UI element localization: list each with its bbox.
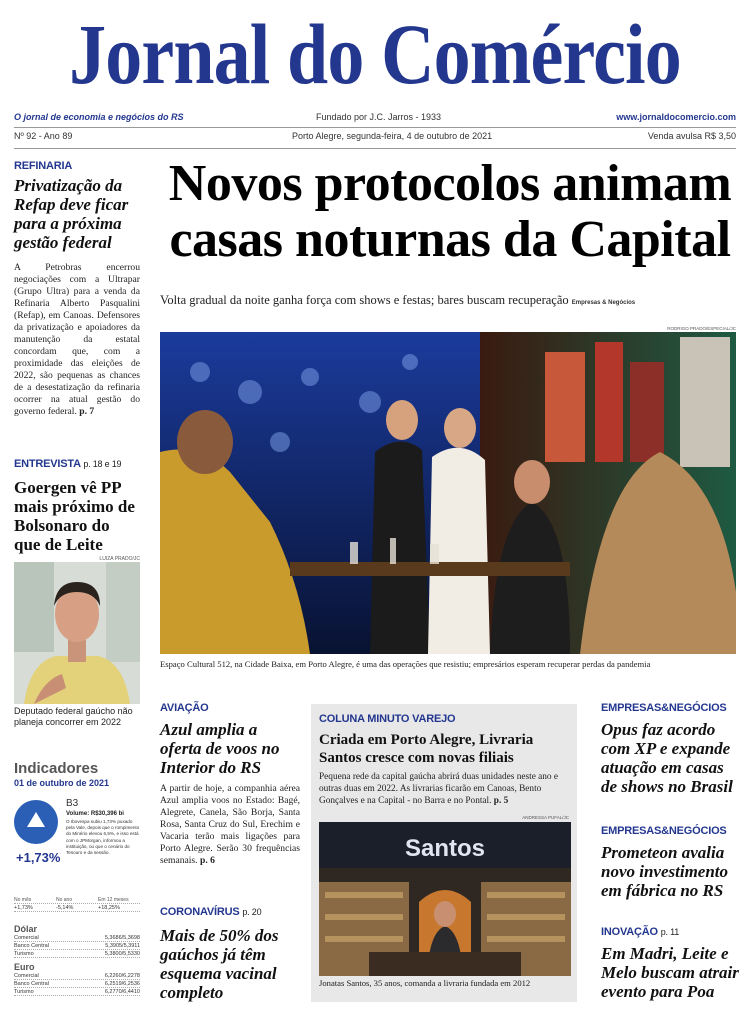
website-link[interactable]: www.jornaldocomercio.com bbox=[616, 112, 736, 122]
aviacao-body bbox=[160, 783, 300, 867]
indicators-date: 01 de outubro de 2021 bbox=[14, 778, 110, 788]
varejo-kicker: COLUNA MINUTO VAREJO bbox=[319, 713, 456, 725]
rate-name: Banco Central bbox=[14, 943, 49, 949]
rate-value: 5,3800/5,5330 bbox=[104, 951, 140, 957]
entrevista-kicker-label: ENTREVISTA bbox=[14, 458, 81, 470]
entrevista-caption: Deputado federal gaúcho não planeja concorrer em 2022 bbox=[14, 706, 133, 727]
b3-up-icon bbox=[14, 800, 58, 844]
table-row bbox=[14, 942, 140, 950]
corona-kicker-label: CORONAVÍRUS bbox=[160, 906, 240, 918]
hero-photo bbox=[160, 332, 736, 654]
corona-kicker bbox=[160, 906, 261, 918]
period-label: No ano bbox=[56, 897, 73, 903]
rate-name: Turismo bbox=[14, 951, 34, 957]
opus-kicker: EMPRESAS&NEGÓCIOS bbox=[601, 702, 727, 714]
table-row bbox=[14, 988, 140, 996]
corona-headline[interactable]: Mais de 50% dos gaúchos já têm esquema vacinal completo bbox=[160, 926, 279, 1002]
photo-credit: ANDRESSA PUFAL/JC bbox=[522, 815, 569, 820]
period-values-row bbox=[14, 904, 140, 912]
aviacao-kicker: AVIAÇÃO bbox=[160, 702, 209, 714]
corona-page[interactable]: p. 20 bbox=[242, 907, 262, 917]
refap-headline[interactable]: Privatização da Refap deve ficar para a próxima gestão federal bbox=[14, 176, 129, 252]
b3-label: B3 bbox=[66, 798, 79, 809]
price: Venda avulsa R$ 3,50 bbox=[647, 131, 736, 141]
euro-block bbox=[14, 962, 140, 996]
entrevista-pages[interactable]: p. 18 e 19 bbox=[83, 459, 122, 469]
euro-label: Euro bbox=[14, 962, 35, 972]
edition-number: Nº 92 - Ano 89 bbox=[14, 131, 73, 141]
rate-value: 6,2519/6,2536 bbox=[104, 981, 140, 987]
refap-page[interactable]: p. 7 bbox=[79, 406, 95, 417]
newspaper-title: Jornal do Comércio bbox=[69, 6, 681, 102]
divider bbox=[14, 148, 736, 149]
store-sign-text: Santos bbox=[404, 835, 486, 862]
main-subhead-text: Volta gradual da noite ganha força com shows e festas; bares buscam recuperação bbox=[160, 293, 569, 307]
rate-value: 6,2260/6,2278 bbox=[104, 973, 140, 979]
divider bbox=[14, 127, 736, 128]
inovacao-kicker-label: INOVAÇÃO bbox=[601, 926, 658, 938]
b3-note: O Ibovespa subiu 1,73% puxado pela Vale, depois que o rompimento do Minério elevou 6,5%, e isso está com o JPMorgan, informou a instituição, ou que o cenário do Tesouro e da sessão. bbox=[66, 819, 140, 856]
table-row bbox=[14, 972, 140, 980]
refap-body bbox=[14, 262, 140, 418]
dateline: Porto Alegre, segunda-feira, 4 de outubro de 2021 bbox=[292, 131, 493, 141]
b3-change: +1,73% bbox=[16, 850, 61, 865]
rate-name: Banco Central bbox=[14, 981, 49, 987]
main-headline[interactable]: Novos protocolos animam casas noturnas da Capital bbox=[168, 155, 732, 268]
dolar-block bbox=[14, 924, 140, 958]
refap-body-text: A Petrobras encerrou negociações com a Ultrapar (Grupo Ultra) para a venda da Refinaria Alberto Pasqualini (Refap), em Canoas. Defensores da privatização e apoiadores da manutenção da estatal concordam que, com a proximidade das eleições de 2022, são pequenas as chances de a desestatização da refinaria ocorrer na atual gestão do governo federal. bbox=[14, 262, 140, 417]
table-row bbox=[14, 950, 140, 958]
entrevista-kicker bbox=[14, 458, 121, 470]
table-row bbox=[14, 934, 140, 942]
masthead bbox=[0, 0, 750, 112]
prometeon-kicker: EMPRESAS&NEGÓCIOS bbox=[601, 825, 727, 837]
inovacao-headline[interactable]: Em Madri, Leite e Melo buscam atrair evento para Poa bbox=[601, 944, 739, 1001]
period-value: -5,14% bbox=[56, 905, 74, 911]
main-section-label[interactable]: Empresas & Negócios bbox=[571, 300, 636, 306]
b3-period-table bbox=[14, 896, 140, 912]
indicators-title: Indicadores bbox=[14, 760, 99, 777]
dolar-label: Dólar bbox=[14, 924, 38, 934]
varejo-headline[interactable]: Criada em Porto Alegre, Livraria Santos cresce com novas filiais bbox=[319, 732, 534, 766]
b3-volume: Volume: R$30,396 bi bbox=[66, 811, 124, 817]
period-value: +18,25% bbox=[98, 905, 120, 911]
rate-value: 5,3686/5,3698 bbox=[104, 935, 140, 941]
prometeon-headline[interactable]: Prometeon avalia novo investimento em fábrica no RS bbox=[601, 843, 729, 900]
aviacao-headline[interactable]: Azul amplia a oferta de voos no Interior do RS bbox=[160, 720, 280, 777]
rate-value: 5,3905/5,3911 bbox=[105, 943, 140, 949]
table-row bbox=[14, 980, 140, 988]
varejo-body bbox=[319, 771, 571, 807]
portrait-photo bbox=[14, 562, 140, 704]
varejo-page[interactable]: p. 5 bbox=[493, 796, 509, 806]
entrevista-headline[interactable]: Goergen vê PP mais próximo de Bolsonaro do que de Leite bbox=[14, 478, 135, 554]
photo-credit: LUIZA PRADO/JC bbox=[99, 556, 140, 562]
hero-caption: Espaço Cultural 512, na Cidade Baixa, em Porto Alegre, é uma das operações que resistiu; empresários esperam recuperar perdas da pandemia bbox=[160, 659, 651, 669]
varejo-body-text: Pequena rede da capital gaúcha abrirá duas unidades neste ano e outras duas em 2022. As livrarias ficarão em Canoas, Bento Gonçalves e na Capital - no Barra e no Pontal. bbox=[319, 772, 559, 806]
tagline: O jornal de economia e negócios do RS bbox=[14, 112, 184, 122]
varejo-caption: Jonatas Santos, 35 anos, comanda a livraria fundada em 2012 bbox=[319, 978, 531, 988]
period-value: +1,73% bbox=[14, 905, 33, 911]
rate-value: 6,2770/6,4410 bbox=[104, 989, 140, 995]
varejo-column-box bbox=[311, 704, 577, 1002]
photo-credit: RODRIGO PRADO/ESPECIAL/JC bbox=[667, 326, 736, 331]
refap-kicker: REFINARIA bbox=[14, 160, 73, 172]
rate-name: Comercial bbox=[14, 935, 39, 941]
aviacao-page[interactable]: p. 6 bbox=[199, 855, 215, 866]
rate-name: Comercial bbox=[14, 973, 39, 979]
period-header-row bbox=[14, 896, 140, 904]
rate-name: Turismo bbox=[14, 989, 34, 995]
masthead-meta bbox=[14, 112, 736, 126]
opus-headline[interactable]: Opus faz acordo com XP e expande atuação em casas de shows no Brasil bbox=[601, 720, 733, 796]
aviacao-body-text: A partir de hoje, a companhia aérea Azul amplia voos no Estado: Bagé, Alegrete, Canela, São Borja, Santa Rosa, Santa Cruz do Sul, Erechim e Vacaria terão mais ligações para Porto Alegre. Serão 30 frequências semanais. bbox=[160, 783, 300, 866]
period-label: No mês bbox=[14, 897, 32, 903]
store-photo bbox=[319, 822, 571, 976]
inovacao-page[interactable]: p. 11 bbox=[660, 927, 680, 937]
edition-bar bbox=[14, 131, 736, 145]
founded-note: Fundado por J.C. Jarros - 1933 bbox=[316, 112, 442, 122]
main-subhead bbox=[160, 293, 740, 308]
period-label: Em 12 meses bbox=[98, 897, 129, 903]
inovacao-kicker bbox=[601, 926, 741, 938]
